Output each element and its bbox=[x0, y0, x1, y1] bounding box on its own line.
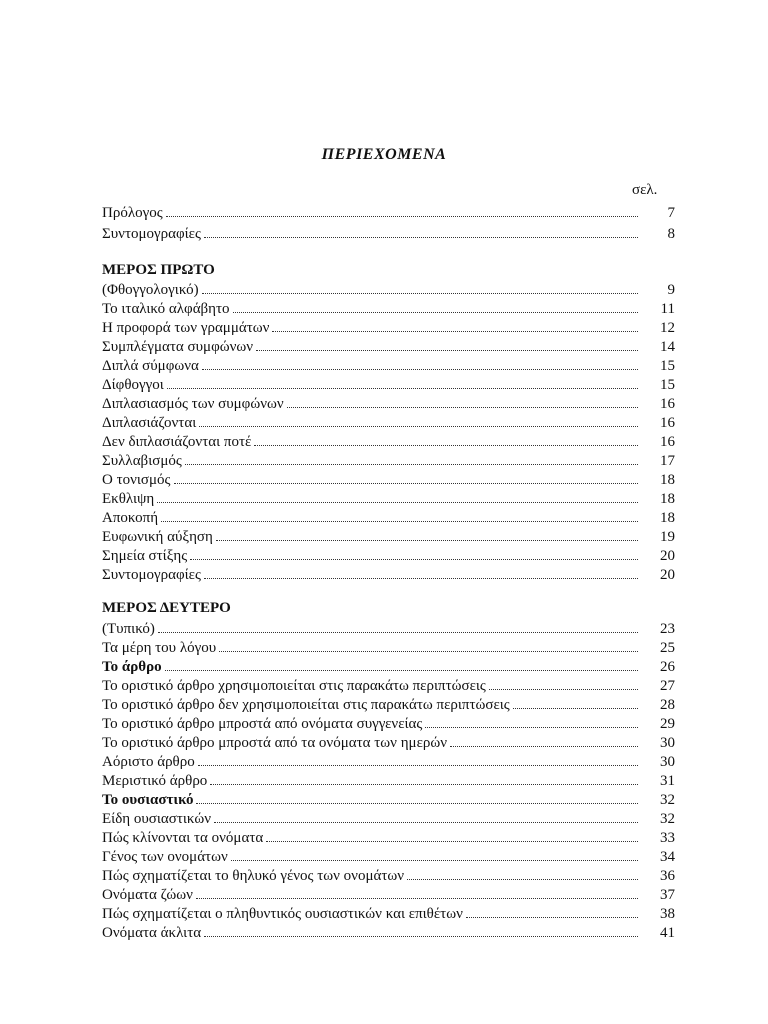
toc-entry-page: 16 bbox=[660, 396, 675, 412]
toc-entry bbox=[102, 904, 675, 923]
leader-dots bbox=[287, 394, 638, 408]
part2-heading: ΜΕΡΟΣ ΔΕΥΤΕΡΟ bbox=[102, 600, 231, 616]
leader-dots bbox=[167, 375, 638, 389]
leader-dots bbox=[256, 337, 638, 351]
toc-entry-label: Μεριστικό άρθρο bbox=[102, 773, 208, 789]
leader-dots bbox=[196, 885, 638, 899]
toc-entry-label: Ευφωνική αύξηση bbox=[102, 529, 213, 545]
toc-entry-page: 25 bbox=[660, 640, 675, 656]
leader-dots bbox=[158, 619, 638, 633]
leader-dots bbox=[157, 489, 638, 503]
toc-entry-label: Συντομογραφίες bbox=[102, 567, 201, 583]
toc-entry-label: Συντομογραφίες bbox=[102, 226, 201, 242]
toc-entry-label: Το ουσιαστικό bbox=[102, 792, 194, 808]
toc-entry-page: 26 bbox=[660, 659, 675, 675]
leader-dots bbox=[166, 203, 638, 217]
toc-entry bbox=[102, 733, 675, 752]
leader-dots bbox=[216, 527, 638, 541]
page-column-label: σελ. bbox=[632, 182, 658, 198]
toc-entry-page: 18 bbox=[660, 491, 675, 507]
toc-entry bbox=[102, 280, 675, 299]
toc-entry bbox=[102, 923, 675, 942]
leader-dots bbox=[165, 657, 638, 671]
toc-entry-label: Η προφορά των γραμμάτων bbox=[102, 320, 270, 336]
toc-entry-label: Σημεία στίξης bbox=[102, 548, 188, 564]
toc-entry-label: Τα μέρη του λόγου bbox=[102, 640, 217, 656]
toc-entry-label: Το οριστικό άρθρο μπροστά από ονόματα συγγενείας bbox=[102, 716, 423, 732]
toc-entry-page: 27 bbox=[660, 678, 675, 694]
toc-entry-page: 12 bbox=[660, 320, 675, 336]
toc-entry bbox=[102, 299, 675, 318]
toc-entry-label: Το οριστικό άρθρο δεν χρησιμοποιείται στις παρακάτω περιπτώσεις bbox=[102, 697, 510, 713]
toc-entry bbox=[102, 828, 675, 847]
toc-entry bbox=[102, 752, 675, 771]
toc-entry-page: 31 bbox=[660, 773, 675, 789]
toc-entry-page: 32 bbox=[660, 792, 675, 808]
toc-entry-label: Διπλασιασμός των συμφώνων bbox=[102, 396, 284, 412]
leader-dots bbox=[489, 676, 638, 690]
toc-entry-label: Εκθλιψη bbox=[102, 491, 155, 507]
toc-entry bbox=[102, 394, 675, 413]
toc-entry-page: 18 bbox=[660, 472, 675, 488]
toc-entry bbox=[102, 203, 675, 222]
toc-entry-page: 17 bbox=[660, 453, 675, 469]
toc-entry-page: 15 bbox=[660, 358, 675, 374]
toc-entry-page: 19 bbox=[660, 529, 675, 545]
leader-dots bbox=[199, 413, 638, 427]
toc-entry-label: Διπλασιάζονται bbox=[102, 415, 197, 431]
toc-entry bbox=[102, 565, 675, 584]
toc-entry-label: Συμπλέγματα συμφώνων bbox=[102, 339, 254, 355]
toc-entry-page: 41 bbox=[660, 925, 675, 941]
toc-entry-label: Το άρθρο bbox=[102, 659, 162, 675]
toc-entry bbox=[102, 470, 675, 489]
leader-dots bbox=[233, 299, 638, 313]
toc-entry bbox=[102, 657, 675, 676]
toc-entry bbox=[102, 847, 675, 866]
leader-dots bbox=[185, 451, 638, 465]
toc-entry bbox=[102, 432, 675, 451]
toc-entry-page: 38 bbox=[660, 906, 675, 922]
toc-entry-page: 16 bbox=[660, 415, 675, 431]
toc-entry-label: Αποκοπή bbox=[102, 510, 159, 526]
toc-entry bbox=[102, 771, 675, 790]
leader-dots bbox=[161, 508, 638, 522]
toc-entry bbox=[102, 790, 675, 809]
toc-entry-page: 37 bbox=[660, 887, 675, 903]
toc-entry bbox=[102, 489, 675, 508]
leader-dots bbox=[407, 866, 638, 880]
toc-entry-page: 8 bbox=[667, 226, 675, 242]
leader-dots bbox=[204, 923, 638, 937]
toc-entry-page: 16 bbox=[660, 434, 675, 450]
toc-entry-page: 11 bbox=[660, 301, 675, 317]
toc-entry-label: Το ιταλικό αλφάβητο bbox=[102, 301, 230, 317]
toc-entry bbox=[102, 809, 675, 828]
leader-dots bbox=[210, 771, 638, 785]
part1-heading: ΜΕΡΟΣ ΠΡΩΤΟ bbox=[102, 262, 215, 278]
toc-entry-label: Πώς σχηματίζεται ο πληθυντικός ουσιαστικών και επιθέτων bbox=[102, 906, 463, 922]
leader-dots bbox=[450, 733, 638, 747]
toc-entry-label: (Τυπικό) bbox=[102, 621, 155, 637]
toc-entry bbox=[102, 337, 675, 356]
toc-entry bbox=[102, 695, 675, 714]
toc-entry bbox=[102, 546, 675, 565]
toc-entry bbox=[102, 638, 675, 657]
leader-dots bbox=[231, 847, 638, 861]
toc-entry-label: Γένος των ονομάτων bbox=[102, 849, 228, 865]
toc-entry-page: 20 bbox=[660, 548, 675, 564]
toc-entry-label: Συλλαβισμός bbox=[102, 453, 182, 469]
toc-entry-page: 34 bbox=[660, 849, 675, 865]
toc-entry bbox=[102, 318, 675, 337]
leader-dots bbox=[266, 828, 638, 842]
toc-entry bbox=[102, 676, 675, 695]
toc-entry-page: 15 bbox=[660, 377, 675, 393]
toc-entry-page: 7 bbox=[667, 205, 675, 221]
leader-dots bbox=[219, 638, 638, 652]
leader-dots bbox=[466, 904, 638, 918]
toc-entry bbox=[102, 714, 675, 733]
toc-entry-label: Πρόλογος bbox=[102, 205, 163, 221]
toc-entry bbox=[102, 619, 675, 638]
leader-dots bbox=[204, 565, 638, 579]
leader-dots bbox=[190, 546, 638, 560]
toc-entry-label: Δίφθογγοι bbox=[102, 377, 164, 393]
leader-dots bbox=[214, 809, 638, 823]
toc-entry-page: 33 bbox=[660, 830, 675, 846]
toc-entry-label: Αόριστο άρθρο bbox=[102, 754, 195, 770]
leader-dots bbox=[202, 356, 638, 370]
toc-entry bbox=[102, 508, 675, 527]
leader-dots bbox=[174, 470, 639, 484]
toc-entry-page: 23 bbox=[660, 621, 675, 637]
leader-dots bbox=[196, 790, 638, 804]
toc-entry bbox=[102, 375, 675, 394]
toc-entry-label: Πώς σχηματίζεται το θηλυκό γένος των ονομάτων bbox=[102, 868, 405, 884]
toc-title: ΠΕΡΙΕΧΟΜΕΝΑ bbox=[321, 146, 447, 163]
toc-entry-page: 9 bbox=[667, 282, 675, 298]
toc-entry-label: Δεν διπλασιάζονται ποτέ bbox=[102, 434, 252, 450]
toc-entry-label: Διπλά σύμφωνα bbox=[102, 358, 199, 374]
toc-entry bbox=[102, 866, 675, 885]
toc-entry-page: 18 bbox=[660, 510, 675, 526]
toc-entry bbox=[102, 356, 675, 375]
toc-entry-label: Ονόματα άκλιτα bbox=[102, 925, 202, 941]
toc-entry-label: Ο τονισμός bbox=[102, 472, 171, 488]
toc-entry-page: 30 bbox=[660, 754, 675, 770]
toc-entry-page: 14 bbox=[660, 339, 675, 355]
toc-entry-page: 20 bbox=[660, 567, 675, 583]
leader-dots bbox=[272, 318, 638, 332]
toc-entry bbox=[102, 885, 675, 904]
toc-entry-label: Ονόματα ζώων bbox=[102, 887, 193, 903]
leader-dots bbox=[425, 714, 638, 728]
toc-entry-page: 36 bbox=[660, 868, 675, 884]
toc-entry-label: Είδη ουσιαστικών bbox=[102, 811, 211, 827]
leader-dots bbox=[513, 695, 638, 709]
toc-entry-page: 28 bbox=[660, 697, 675, 713]
toc-entry-page: 30 bbox=[660, 735, 675, 751]
toc-entry-label: Πώς κλίνονται τα ονόματα bbox=[102, 830, 264, 846]
toc-entry bbox=[102, 451, 675, 470]
toc-entry-page: 32 bbox=[660, 811, 675, 827]
toc-entry bbox=[102, 224, 675, 243]
toc-entry-label: (Φθογγολογικό) bbox=[102, 282, 199, 298]
toc-entry-page: 29 bbox=[660, 716, 675, 732]
leader-dots bbox=[198, 752, 638, 766]
leader-dots bbox=[202, 280, 638, 294]
leader-dots bbox=[204, 224, 638, 238]
toc-entry bbox=[102, 413, 675, 432]
leader-dots bbox=[254, 432, 638, 446]
toc-entry-label: Το οριστικό άρθρο χρησιμοποιείται στις παρακάτω περιπτώσεις bbox=[102, 678, 486, 694]
toc-entry bbox=[102, 527, 675, 546]
toc-entry-label: Το οριστικό άρθρο μπροστά από τα ονόματα των ημερών bbox=[102, 735, 448, 751]
